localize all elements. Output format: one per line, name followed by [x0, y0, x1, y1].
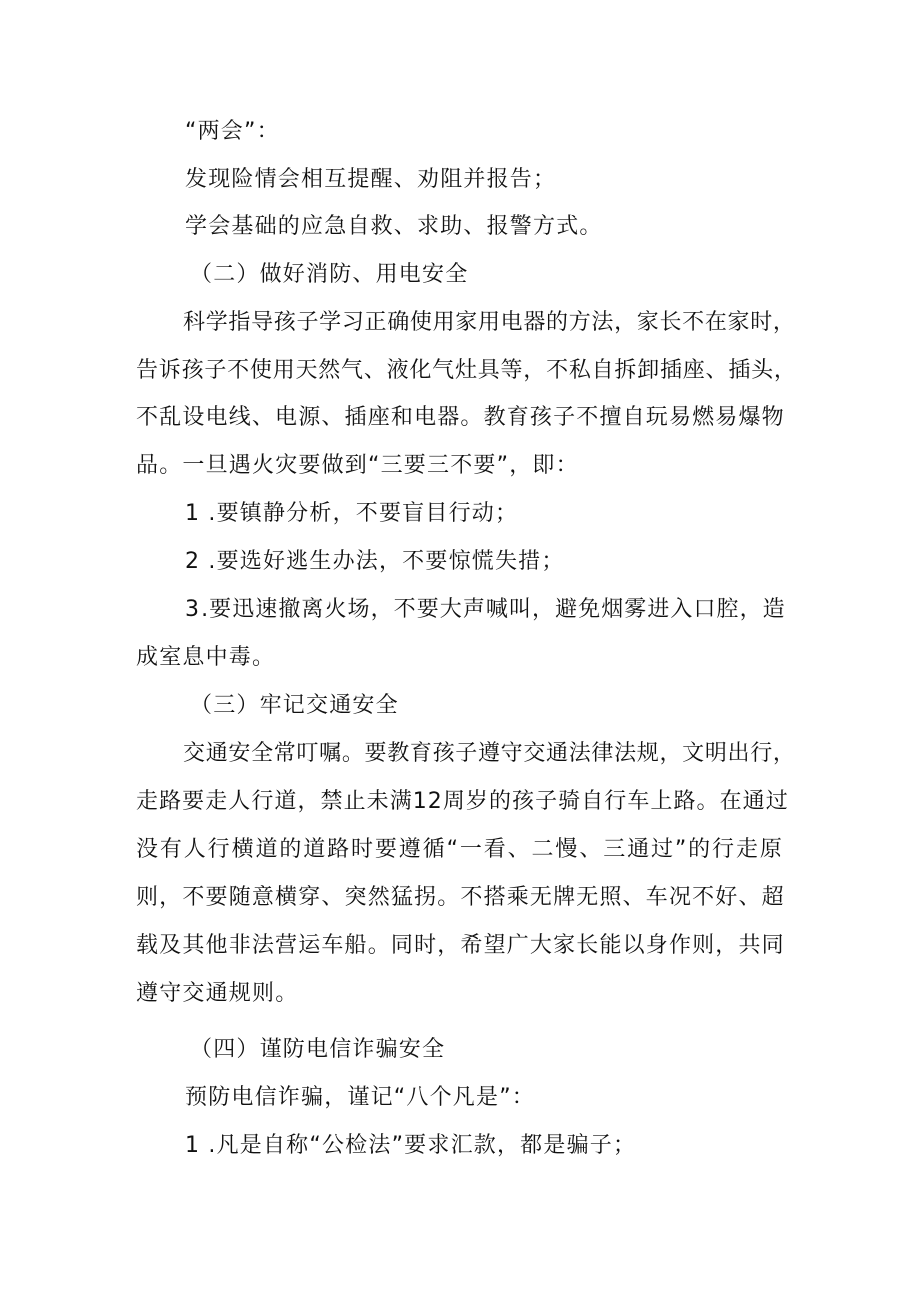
section-heading-telecom-fraud: （四）谨防电信诈骗安全: [190, 1037, 446, 1062]
paragraph-line: 品。一旦遇火灾要做到“三要三不要”，即：: [136, 453, 579, 478]
paragraph-line: 预防电信诈骗，谨记“八个凡是”：: [185, 1085, 535, 1110]
list-item: 1 .要镇静分析，不要盲目行动；: [185, 501, 519, 526]
paragraph-line: 成室息中毒。: [136, 645, 276, 670]
paragraph-line: 交 通 安 全 常 叮 嘱 。 要 教 育 孩 子 遵 守 交 通 法 律 法 规 ， 文 明 出 行 ，: [183, 741, 795, 766]
paragraph-line: 载 及 其 他 非 法 营 运 车 船 。 同 时 ， 希 望 广 大 家 长 能 以 身 作 则 ， 共 同: [136, 933, 784, 958]
paragraph-line: 不 乱 设 电 线 、 电 源 、 插 座 和 电 器 。 教 育 孩 子 不 擅 自 玩 易 燃 易 爆 物: [136, 405, 784, 430]
paragraph-line: 告 诉 孩 子 不 使 用 天 然 气 、 液 化 气 灶 具 等 ， 不 私 自 拆 卸 插 座 、 插 头 ，: [136, 358, 796, 383]
list-item: 2 .要选好逃生办法，不要惊慌失措；: [185, 549, 565, 574]
section-heading-fire-electric-safety: （二）做好消防、用电安全: [190, 262, 469, 287]
paragraph-line: 遵守交通规则。: [136, 981, 299, 1006]
list-item: 3 . 要 迅 速 撤 离 火 场 ， 不 要 大 声 喊 叫 ， 避 免 烟 雾 进 入 口 腔 ， 造: [185, 597, 785, 622]
paragraph-line: 则 ， 不 要 随 意 横 穿 、 突 然 猛 拐 。 不 搭 乘 无 牌 无 照 、 车 况 不 好 、 超: [136, 885, 784, 910]
list-item: 1 .凡是自称“公检法”要求汇款，都是骗子；: [185, 1133, 637, 1158]
section-heading-traffic-safety: （三）牢记交通安全: [190, 693, 399, 718]
paragraph-line: 没 有 人 行 横 道 的 道 路 时 要 遵 循 “ 一 看 、 二 慢 、 三 通 过 ” 的 行 走 原: [136, 837, 782, 862]
paragraph-line: 学会基础的应急自救、求助、报警方式。: [185, 214, 603, 239]
paragraph-line: 发现险情会相互提醒、劝阻并报告；: [185, 167, 557, 192]
paragraph-line: “两会”：: [185, 119, 280, 144]
paragraph-line: 科 学 指 导 孩 子 学 习 正 确 使 用 家 用 电 器 的 方 法 ， 家 长 不 在 家 时 ，: [183, 310, 795, 335]
paragraph-line: 走 路 要 走 人 行 道 ， 禁 止 未 满 1 2 周 岁 的 孩 子 骑 自 行 车 上 路 。 在 通 过: [136, 789, 788, 814]
